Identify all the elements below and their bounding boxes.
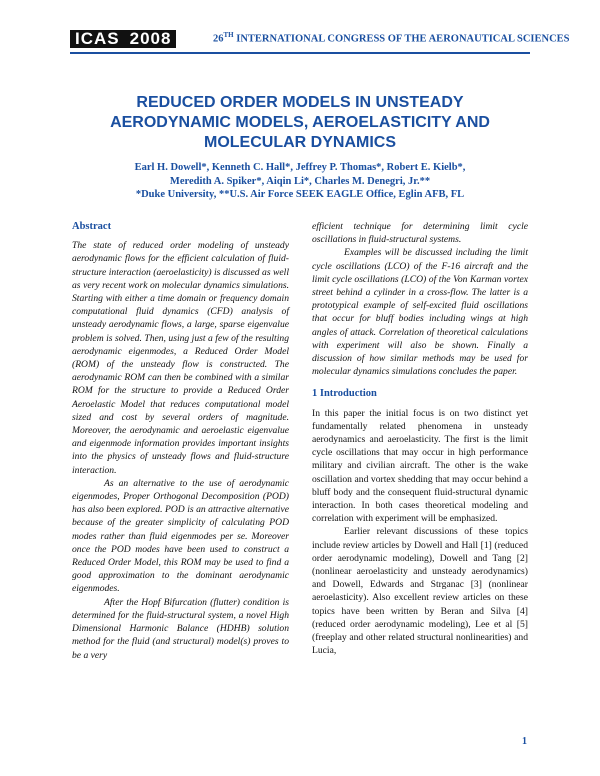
authors-line-1: Earl H. Dowell*, Kenneth C. Hall*, Jeffrey P. Thomas*, Robert E. Kielb*, <box>134 162 466 173</box>
intro-paragraph-2: Earlier relevant discussions of these topics include review articles by Dowell and Hall [1] (reduced order aerodynamic modeling), Dowell and Tang [2] (nonlinear aeroelasticity and unsteady aerodynamics) and Dowell, Edwards and Strganac [3] (nonlinear aeroelasticity). Also excellent review articles on these topics have been written by Beran and Silva [4] (reduced order aerodynamic modeling), Lee et al [5] (freeplay and other related structural nonlinearities) and Lucia, <box>312 526 528 657</box>
paper-title <box>60 93 540 153</box>
page-number: 1 <box>522 736 527 747</box>
conference-name <box>213 31 570 45</box>
intro-paragraph-1: In this paper the initial focus is on two distinct yet fundamentally related phenomena in unsteady aerodynamics and aeroelasticity. The first is the limit cycle oscillations that may occur in high performance military and civilian aircraft. The other is the wake oscillation and vortex shedding that may occur behind a bluff body and the consequent fluid-structural dynamic interaction. In both cases theoretical modeling and correlation with experiment will be emphasized. <box>312 407 528 525</box>
author-block <box>60 161 540 202</box>
right-column <box>312 220 528 658</box>
abstract-paragraph-1: The state of reduced order modeling of unsteady aerodynamic flows for the efficient calculation of fluid-structure interaction (aeroelasticity) is discussed as well as very recent work on molecular dynamics simulations. Starting with either a time domain or frequency domain computational fluid dynamics (CFD) analysis of unsteady aerodynamic flows, a large, sparse eigenvalue problem is solved. Then, using just a few of the resulting aerodynamic eigenmodes, a Reduced Order Model (ROM) of the unsteady flow is constructed. The aerodynamic ROM can then be combined with a similar ROM for the structure to provide a Reduced Order Aeroelastic Model that reduces computational model sized and cost by several orders of magnitude. Moreover, the aerodynamic and aeroelastic eigenvalue and eigenmode information provides important insights into the physics of unsteady flows and fluid-structure interaction. <box>72 240 289 476</box>
title-line-3: MOLECULAR DYNAMICS <box>204 134 396 151</box>
conf-name-text: INTERNATIONAL CONGRESS OF THE AERONAUTICAL SCIENCES <box>233 33 570 45</box>
conf-number: 26 <box>213 33 224 45</box>
abstract-paragraph-4: Examples will be discussed including the limit cycle oscillations (LCO) of the F-16 aircraft and the limit cycle oscillations (LCO) of the Von Karman vortex street behind a cylinder in a cross-flow. The latter is a prototypical example of self-excited fluid oscillations that occur for bluff bodies including wings at high angles of attack. Correlation of theoretical calculations with experiment will also be shown. Finally a discussion of how similar methods may be used for molecular dynamics simulations concludes the paper. <box>312 247 528 378</box>
abstract-paragraph-2: As an alternative to the use of aerodynamic eigenmodes, Proper Orthogonal Decomposition (POD) has also been explored. POD is an attractive alternative because of the greater simplicity of calculating POD modes rather than fluid eigenmodes per se. Moreover once the POD modes have been used to construct a Reduced Order Model, this ROM may be used to find a good approximation to the dominant aerodynamic eigenmodes. <box>72 477 289 595</box>
title-line-1: REDUCED ORDER MODELS IN UNSTEADY <box>136 94 464 111</box>
abstract-paragraph-3-continued: efficient technique for determining limit cycle oscillations in fluid-structural systems. <box>312 221 528 246</box>
introduction-heading: 1 Introduction <box>312 388 377 400</box>
header-divider <box>70 52 530 54</box>
title-line-2: AERODYNAMIC MODELS, AEROELASTICITY AND <box>110 114 490 131</box>
abstract-heading: Abstract <box>72 221 112 232</box>
logo-right-text: 2008 <box>125 30 177 48</box>
abstract-paragraph-3: After the Hopf Bifurcation (flutter) condition is determined for the fluid-structural system, a novel High Dimensional Harmonic Balance (HDHB) solution method for the fluid (and structural) model(s) proves to be a very <box>72 596 289 661</box>
left-column <box>72 220 289 662</box>
affiliation-line: *Duke University, **U.S. Air Force SEEK EAGLE Office, Eglin AFB, FL <box>135 189 465 200</box>
icas-logo <box>70 30 176 48</box>
conf-sup: TH <box>223 31 234 39</box>
logo-left-text: ICAS <box>70 30 125 48</box>
authors-line-2: Meredith A. Spiker*, Aiqin Li*, Charles M. Denegri, Jr.** <box>169 175 431 187</box>
